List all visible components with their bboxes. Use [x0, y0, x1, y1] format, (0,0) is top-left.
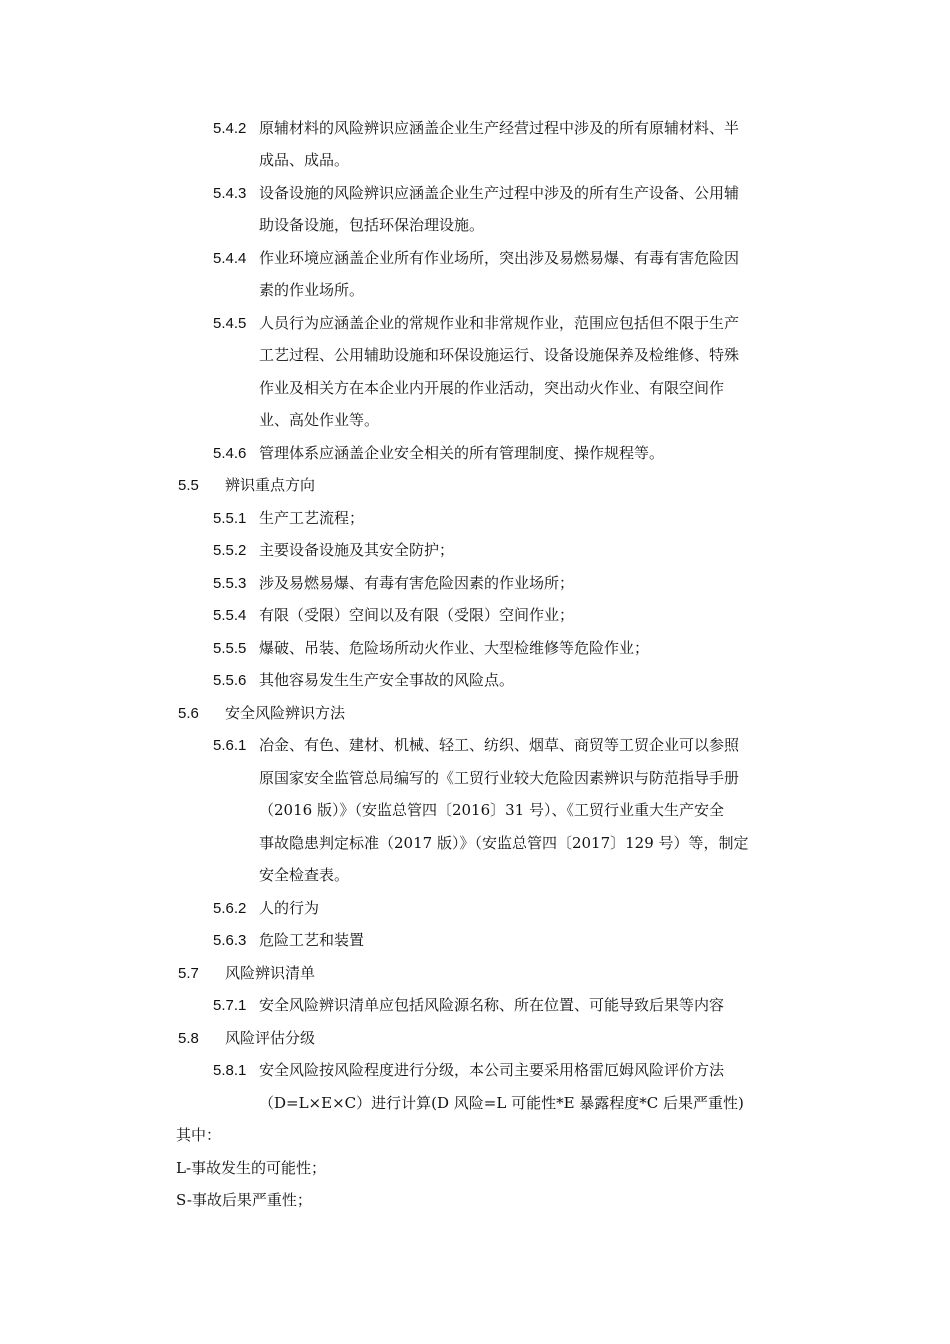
item-number: 5.4.6: [213, 445, 247, 462]
item-number: 5.5.6: [213, 672, 247, 689]
item-5-5-2: [213, 540, 454, 561]
item-5-5-6: [213, 670, 514, 691]
item-number: 5.8.1: [213, 1062, 247, 1079]
item-number: 5.5.3: [213, 575, 247, 592]
item-text: 作业环境应涵盖企业所有作业场所，突出涉及易燃易爆、有毒有害危险因: [259, 249, 740, 267]
item-5-4-4-cont: 素的作业场所。: [259, 281, 365, 299]
item-number: 5.5.4: [213, 607, 247, 624]
item-text: 爆破、吊装、危险场所动火作业、大型检维修等危险作业；: [259, 639, 650, 657]
item-number: 5.4.4: [213, 250, 247, 267]
note-s-definition: S-事故后果严重性；: [176, 1191, 312, 1209]
item-5-4-2: [213, 118, 739, 139]
item-text: 人的行为: [259, 899, 320, 917]
item-number: 5.4.5: [213, 315, 247, 332]
item-number: 5.5.1: [213, 510, 247, 527]
section-number: 5.8: [178, 1030, 199, 1047]
item-text: 管理体系应涵盖企业安全相关的所有管理制度、操作规程等。: [259, 444, 665, 462]
item-number: 5.5.2: [213, 542, 247, 559]
section-5-7-heading: [178, 963, 315, 984]
item-5-6-1-cont: （2016 版）》（安监总管四〔2016〕31 号）、《工贸行业重大生产安全: [259, 801, 724, 819]
item-text: 其他容易发生生产安全事故的风险点。: [259, 671, 515, 689]
item-text: 原辅材料的风险辨识应涵盖企业生产经营过程中涉及的所有原辅材料、半: [259, 119, 740, 137]
item-5-4-5-cont: 业、高处作业等。: [259, 411, 380, 429]
item-5-4-4: [213, 248, 739, 269]
item-5-4-5-cont: 作业及相关方在本企业内开展的作业活动，突出动火作业、有限空间作: [259, 379, 725, 397]
item-5-7-1: [213, 995, 724, 1016]
item-5-6-1: [213, 735, 739, 756]
note-where: 其中：: [176, 1126, 222, 1144]
item-5-6-1-cont: 原国家安全监管总局编写的《工贸行业较大危险因素辨识与防范指导手册: [259, 769, 740, 787]
item-number: 5.6.1: [213, 737, 247, 754]
item-5-5-3: [213, 573, 574, 594]
item-number: 5.4.3: [213, 185, 247, 202]
section-title: 辨识重点方向: [225, 476, 316, 494]
item-text: 生产工艺流程；: [259, 509, 365, 527]
section-title: 风险评估分级: [225, 1029, 316, 1047]
item-text: 人员行为应涵盖企业的常规作业和非常规作业，范围应包括但不限于生产: [259, 314, 740, 332]
section-number: 5.7: [178, 965, 199, 982]
item-5-6-1-cont: 事故隐患判定标准（2017 版）》（安监总管四〔2017〕129 号）等，制定: [259, 834, 749, 852]
item-number: 5.7.1: [213, 997, 247, 1014]
item-5-5-1: [213, 508, 364, 529]
section-5-8-heading: [178, 1028, 315, 1049]
section-5-6-heading: [178, 703, 345, 724]
item-5-4-2-cont: 成品、成品。: [259, 151, 350, 169]
item-number: 5.4.2: [213, 120, 247, 137]
item-text: 安全风险按风险程度进行分级，本公司主要采用格雷厄姆风险评价方法: [259, 1061, 725, 1079]
section-title: 风险辨识清单: [225, 964, 316, 982]
item-text: 有限（受限）空间以及有限（受限）空间作业；: [259, 606, 575, 624]
section-5-5-heading: [178, 475, 315, 496]
item-5-4-6: [213, 443, 664, 464]
item-text: 安全风险辨识清单应包括风险源名称、所在位置、可能导致后果等内容: [259, 996, 725, 1014]
section-number: 5.6: [178, 705, 199, 722]
item-5-6-1-cont: 安全检查表。: [259, 866, 350, 884]
item-5-4-5-cont: 工艺过程、公用辅助设施和环保设施运行、设备设施保养及检维修、特殊: [259, 346, 740, 364]
item-5-4-5: [213, 313, 739, 334]
item-5-8-1-cont: （D=L×E×C）进行计算(D 风险=L 可能性*E 暴露程度*C 后果严重性): [259, 1094, 744, 1112]
item-text: 主要设备设施及其安全防护；: [259, 541, 455, 559]
item-5-6-2: [213, 898, 319, 919]
item-text: 冶金、有色、建材、机械、轻工、纺织、烟草、商贸等工贸企业可以参照: [259, 736, 740, 754]
section-number: 5.5: [178, 477, 199, 494]
item-5-5-5: [213, 638, 649, 659]
item-text: 设备设施的风险辨识应涵盖企业生产过程中涉及的所有生产设备、公用辅: [259, 184, 740, 202]
item-5-4-3-cont: 助设备设施，包括环保治理设施。: [259, 216, 485, 234]
item-5-6-3: [213, 930, 364, 951]
item-5-4-3: [213, 183, 739, 204]
item-number: 5.6.2: [213, 900, 247, 917]
item-5-5-4: [213, 605, 574, 626]
item-text: 危险工艺和装置: [259, 931, 365, 949]
item-text: 涉及易燃易爆、有毒有害危险因素的作业场所；: [259, 574, 575, 592]
item-5-8-1: [213, 1060, 724, 1081]
item-number: 5.5.5: [213, 640, 247, 657]
note-l-definition: L-事故发生的可能性；: [176, 1159, 327, 1177]
item-number: 5.6.3: [213, 932, 247, 949]
section-title: 安全风险辨识方法: [225, 704, 346, 722]
